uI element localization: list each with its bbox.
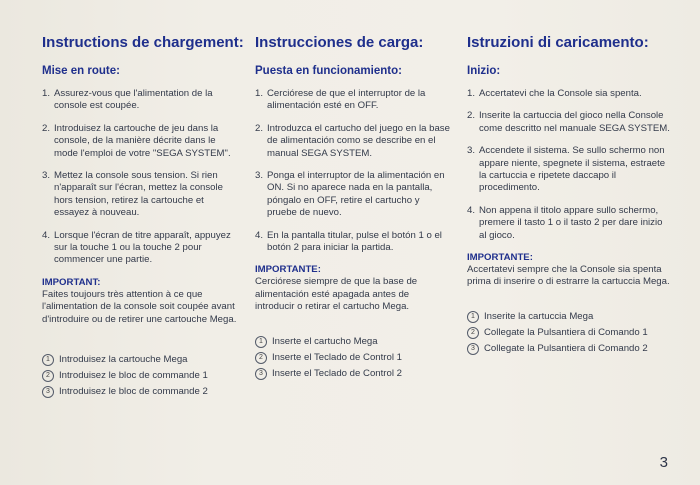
- italian-step-3: [467, 145, 672, 195]
- circled-number: 3: [255, 368, 267, 380]
- step-text: En la pantalla titular, pulse el botón 1 o el botón 2 para iniciar la partida.: [267, 229, 442, 254]
- step-number: 1.: [255, 88, 264, 99]
- figure-caption: Inserte el Teclado de Control 2: [272, 367, 402, 379]
- figure-caption: Collegate la Pulsantiera di Comando 2: [484, 342, 648, 354]
- figure-caption: Inserte el cartucho Mega: [272, 335, 378, 347]
- spanish-important-text: Cerciórese siempre de que la base de alimentación esté apagada antes de introducir o retirar el cartucho Mega.: [255, 276, 418, 313]
- spanish-subtitle: Puesta en funcionamiento:: [255, 65, 402, 77]
- step-number: 4.: [467, 204, 476, 216]
- step-text: Introduisez la cartouche de jeu dans la console, de la manière décrite dans le mode l'emploi de votre "SEGA SYSTEM".: [54, 122, 231, 159]
- spanish-figure-2: [255, 350, 450, 366]
- figure-caption: Collegate la Pulsantiera di Comando 1: [484, 326, 648, 338]
- italian-column: [467, 34, 672, 357]
- step-text: Accertatevi che la Console sia spenta.: [479, 88, 642, 99]
- step-text: Accendete il sistema. Se sullo schermo non appare niente, spegnete il sistema, estraete la cartuccia e ripetete daccapo il procedimento.: [479, 145, 666, 194]
- french-steps: [42, 88, 237, 267]
- step-text: Ponga el interruptor de la alimentación en ON. Si no aparece nada en la pantalla, póngalo en OFF, retire el cartucho y pruebe de nuevo.: [267, 170, 445, 219]
- figure-caption: Introduisez le bloc de commande 1: [59, 370, 208, 382]
- step-text: Mettez la console sous tension. Si rien n'apparaît sur l'écran, mettez la console hors tension, retirez la cartouche et essayez à nouveau.: [54, 170, 223, 219]
- step-text: Assurez-vous que l'alimentation de la console est coupée.: [54, 88, 213, 112]
- italian-step-2: [467, 110, 672, 135]
- french-important-text: Faites toujours très attention à ce que l'alimentation de la console soit coupée avant d'introduire ou de retirer une cartouche Mega.: [42, 288, 237, 325]
- italian-step-4: [467, 205, 672, 242]
- italian-important-text: Accertatevi sempre che la Console sia spenta prima di inserire o di estrarre la cartuccia Mega.: [467, 264, 670, 288]
- french-step-3: [42, 170, 237, 220]
- french-important-label: IMPORTANT:: [42, 276, 101, 288]
- spanish-step-1: [255, 88, 450, 113]
- circled-number: 3: [467, 343, 479, 355]
- spanish-figure-list: [255, 334, 450, 382]
- circled-number: 2: [255, 352, 267, 364]
- circled-number: 3: [42, 386, 54, 398]
- step-number: 4.: [42, 229, 51, 241]
- step-number: 3.: [42, 170, 51, 182]
- italian-step-1: [467, 88, 672, 100]
- italian-important-label: IMPORTANTE:: [467, 252, 533, 264]
- step-number: 2.: [42, 122, 51, 134]
- spanish-column: [255, 34, 450, 382]
- figure-caption: Introduisez la cartouche Mega: [59, 354, 188, 366]
- circled-number: 2: [467, 327, 479, 339]
- french-figure-2: [42, 368, 237, 384]
- italian-figure-3: [467, 341, 672, 357]
- french-step-1: [42, 88, 237, 113]
- french-column: [42, 34, 244, 400]
- step-number: 2.: [255, 122, 264, 134]
- french-title: Instructions de chargement:: [42, 34, 244, 51]
- french-step-2: [42, 123, 237, 160]
- figure-caption: Introduisez le bloc de commande 2: [59, 386, 208, 398]
- step-number: 2.: [467, 110, 476, 122]
- spanish-steps: [255, 88, 450, 254]
- spanish-step-3: [255, 170, 450, 220]
- step-number: 4.: [255, 229, 264, 241]
- circled-number: 2: [42, 370, 54, 382]
- step-text: Cerciórese de que el interruptor de la alimentación esté en OFF.: [267, 88, 426, 112]
- italian-steps: [467, 88, 672, 242]
- italian-figure-2: [467, 325, 672, 341]
- figure-caption: Inserite la cartuccia Mega: [484, 310, 594, 322]
- spanish-figure-1: [255, 334, 450, 350]
- italian-title: Istruzioni di caricamento:: [467, 34, 649, 51]
- figure-caption: Inserte el Teclado de Control 1: [272, 351, 402, 363]
- step-text: Inserite la cartuccia del gioco nella Console come descritto nel manuale SEGA SYSTEM.: [479, 110, 670, 134]
- step-text: Lorsque l'écran de titre apparaît, appuyez sur la touche 1 ou la touche 2 pour commencer une partie.: [54, 229, 231, 266]
- step-number: 1.: [42, 88, 51, 99]
- step-number: 3.: [255, 170, 264, 182]
- step-number: 1.: [467, 88, 476, 99]
- circled-number: 1: [467, 311, 479, 323]
- step-text: Non appena il titolo appare sullo schermo, premere il tasto 1 o il tasto 2 per dare inizio al gioco.: [479, 204, 663, 241]
- step-number: 3.: [467, 145, 476, 157]
- italian-figure-1: [467, 309, 672, 325]
- french-step-4: [42, 230, 237, 267]
- spanish-title: Instrucciones de carga:: [255, 34, 424, 51]
- spanish-figure-3: [255, 366, 450, 382]
- circled-number: 1: [42, 354, 54, 366]
- french-subtitle: Mise en route:: [42, 65, 120, 77]
- spanish-step-4: [255, 230, 450, 255]
- italian-subtitle: Inizio:: [467, 65, 501, 77]
- spanish-important-label: IMPORTANTE:: [255, 264, 321, 276]
- italian-figure-list: [467, 309, 672, 357]
- circled-number: 1: [255, 336, 267, 348]
- step-text: Introduzca el cartucho del juego en la base de alimentación como se describe en el manual SEGA SYSTEM.: [267, 122, 450, 159]
- spanish-step-2: [255, 123, 450, 160]
- page-number: 3: [659, 454, 668, 471]
- french-figure-3: [42, 384, 237, 400]
- french-figure-1: [42, 352, 237, 368]
- french-figure-list: [42, 352, 237, 400]
